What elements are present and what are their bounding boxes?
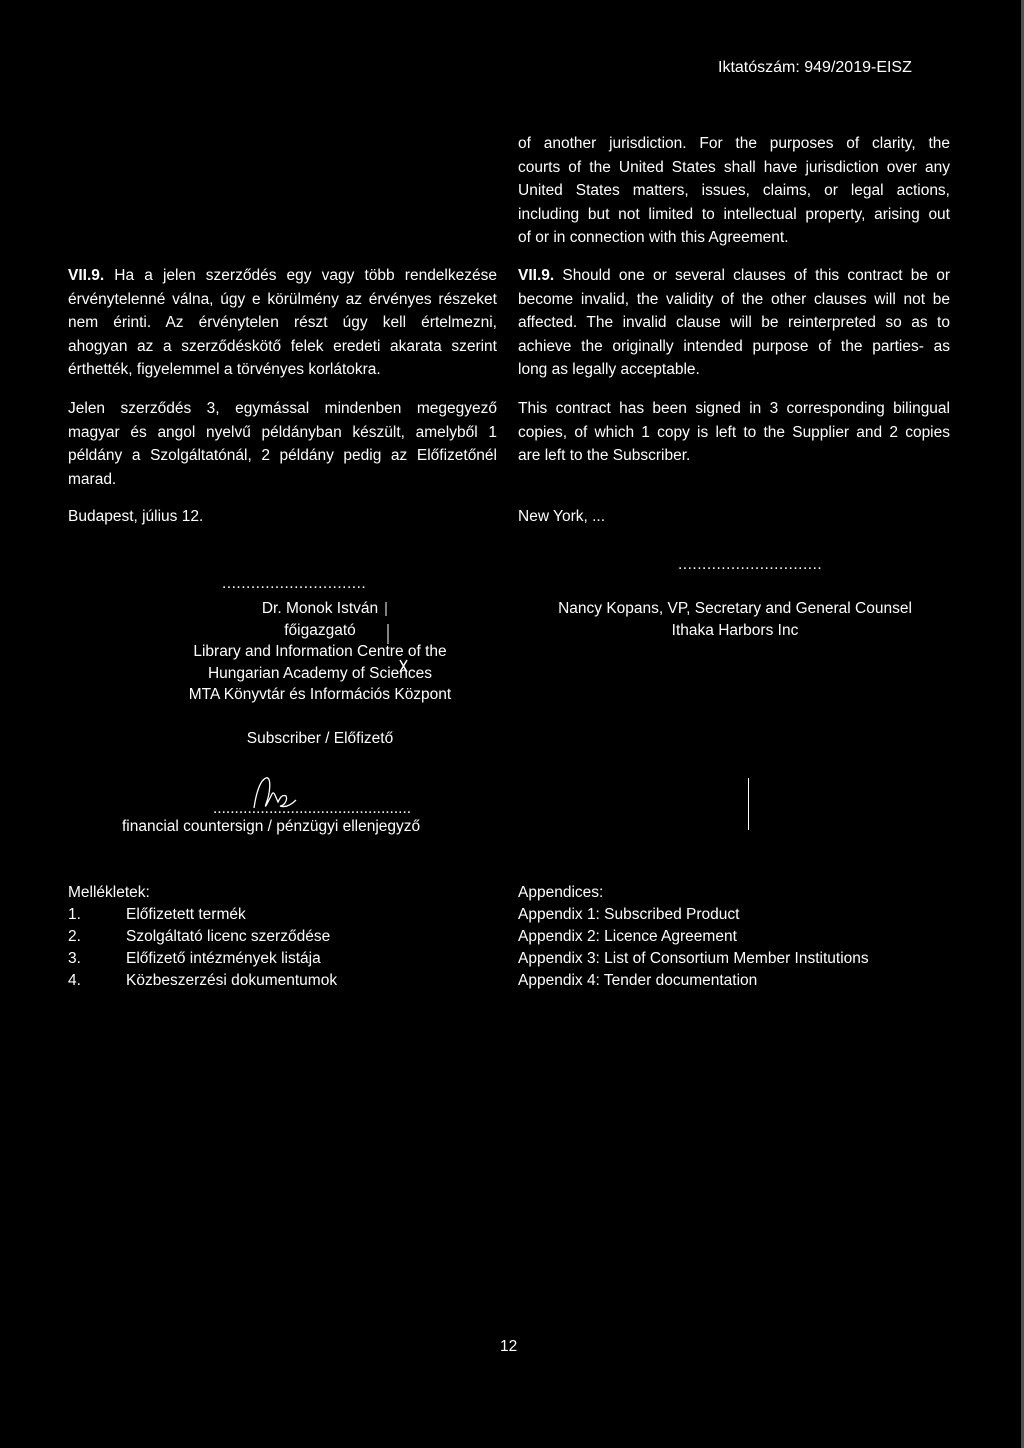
signatory-role: Subscriber / Előfizető — [246, 730, 394, 747]
copies-hu — [68, 397, 497, 491]
text-line: marad. — [68, 470, 117, 488]
signatory-en-block — [500, 598, 970, 641]
signatory-org: MTA Könyvtár és Információs Központ — [188, 686, 452, 703]
item-number: 1. — [68, 906, 81, 923]
text-line: of another jurisdiction. For the purposes of clarity, the — [518, 135, 950, 152]
list-item: Appendix 1: Subscribed Product — [518, 906, 740, 923]
text-line: become invalid, the validity of the other clauses will not be — [518, 290, 950, 308]
annexes-title: Appendices: — [518, 884, 604, 901]
list-item — [68, 926, 337, 948]
vertical-mark — [748, 778, 749, 830]
clause-number: VII.9. — [68, 267, 105, 284]
list-item — [68, 948, 337, 970]
list-item — [68, 970, 337, 992]
clause-number: VII.9. — [518, 267, 555, 284]
text-line: Ha a jelen szerződés egy vagy több rendelkezése — [114, 267, 497, 284]
text-line: achieve the originally intended purpose of the parties- as — [518, 337, 950, 355]
clause-hu — [68, 264, 497, 382]
item-text: Előfizetett termék — [126, 906, 246, 923]
page-number: 12 — [500, 1338, 518, 1355]
annexes-hu — [68, 882, 337, 992]
text-line: nem érinti. Az érvénytelen részt úgy kell értelmezni, — [68, 314, 497, 331]
item-text: Közbeszerzési dokumentumok — [126, 972, 338, 989]
item-number: 3. — [68, 950, 81, 967]
jurisdiction-paragraph — [518, 132, 950, 250]
place-date-hu: Budapest, július 12. — [68, 508, 204, 525]
list-item: Appendix 4: Tender documentation — [518, 972, 758, 989]
text-line: Should one or several clauses of this contract be or — [562, 267, 950, 284]
list-item: Appendix 2: Licence Agreement — [518, 928, 737, 945]
text-line: ahogyan az a szerződéskötő felek eredeti akarata szerint — [68, 337, 497, 355]
text-line: including but not limited to intellectual property, arising out — [518, 205, 950, 223]
countersign-dots: .............................................. — [213, 800, 412, 817]
annexes-title: Mellékletek: — [68, 884, 150, 901]
signatory-hu-block — [120, 598, 520, 706]
text-line: courts of the United States shall have jurisdiction over any — [518, 158, 950, 176]
signatory-org: Ithaka Harbors Inc — [671, 621, 799, 639]
pen-marks — [380, 600, 420, 690]
text-line: affected. The invalid clause will be reinterpreted so as to — [518, 314, 950, 331]
text-line: This contract has been signed in 3 corresponding bilingual — [518, 400, 950, 417]
text-line: of or in connection with this Agreement. — [518, 229, 789, 246]
clause-en — [518, 264, 950, 382]
text-line: Jelen szerződés 3, egymással mindenben megegyező — [68, 400, 497, 417]
item-text: Előfizető intézmények listája — [126, 950, 321, 967]
place-date-en: New York, ... — [518, 508, 606, 525]
reference-number: Iktatószám: 949/2019-EISZ — [718, 59, 912, 76]
text-line: magyar és angol nyelvű példányban készült, amelyből 1 — [68, 423, 497, 441]
text-line: érvénytelenné válna, úgy e körülmény az érvényes részeket — [68, 290, 497, 308]
list-item — [68, 904, 337, 926]
item-text: Szolgáltató licenc szerződése — [126, 928, 331, 945]
text-line: long as legally acceptable. — [518, 361, 700, 378]
signature-line-hu: .............................. — [222, 575, 367, 592]
signatory-title: főigazgató — [284, 621, 356, 639]
item-number: 2. — [68, 928, 81, 945]
signatory-org: Library and Information Centre of the — [193, 643, 447, 660]
copies-en — [518, 397, 950, 468]
text-line: United States matters, issues, claims, or legal actions, — [518, 182, 950, 199]
list-item: Appendix 3: List of Consortium Member Institutions — [518, 950, 869, 967]
text-line: copies, of which 1 copy is left to the Supplier and 2 copies — [518, 423, 950, 441]
text-line: are left to the Subscriber. — [518, 447, 691, 464]
signatory-name: Dr. Monok István — [261, 600, 379, 617]
item-number: 4. — [68, 972, 81, 989]
signatory-name: Nancy Kopans, VP, Secretary and General Counsel — [558, 600, 912, 617]
text-line: érthették, figyelemmel a törvényes korlátokra. — [68, 361, 381, 378]
signatory-org: Hungarian Academy of Sciences — [207, 664, 433, 682]
annexes-en — [518, 882, 869, 992]
text-line: példány a Szolgáltatónál, 2 példány pedig az Előfizetőnél — [68, 447, 497, 464]
countersign-label: financial countersign / pénzügyi ellenjegyző — [122, 818, 421, 835]
signature-line-en: .............................. — [678, 556, 823, 573]
